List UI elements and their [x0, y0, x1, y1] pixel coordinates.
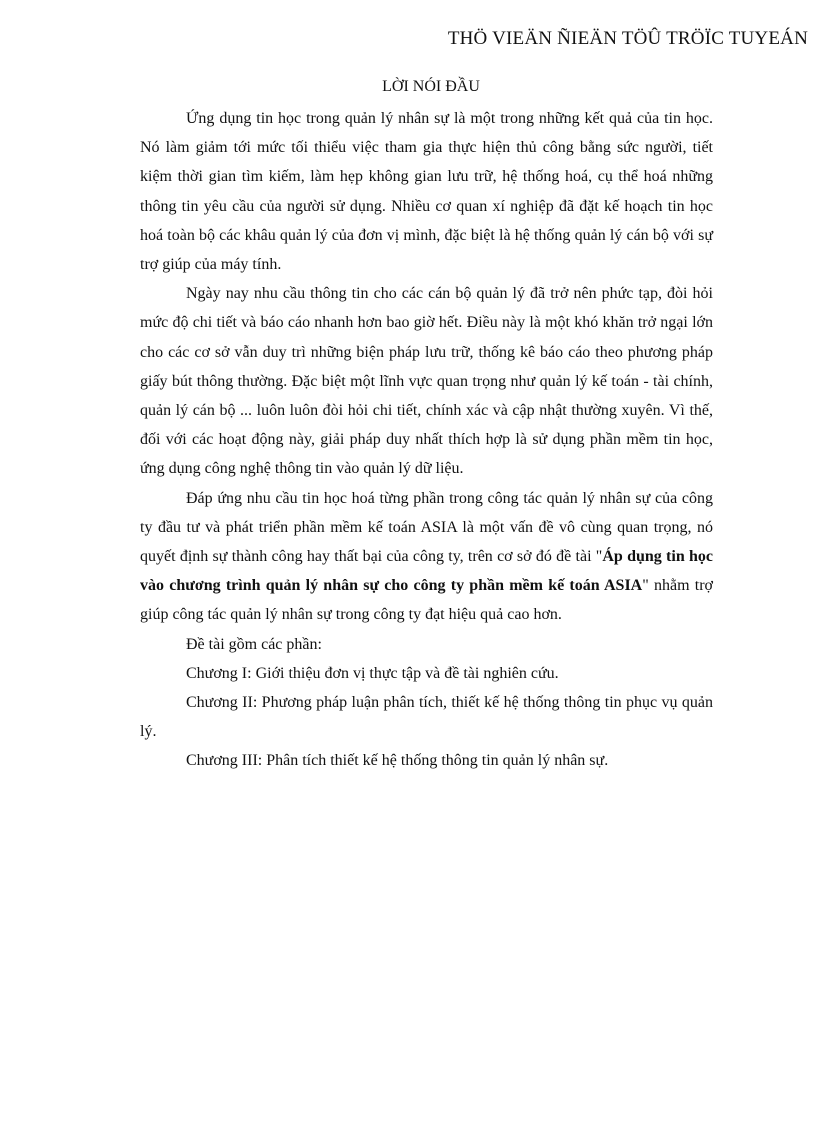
paragraph-2: Ngày nay nhu cầu thông tin cho các cán bộ quản lý đã trở nên phức tạp, đòi hỏi mức độ chi tiết và báo cáo nhanh hơn bao giờ hết. Điều này là một khó khăn trở ngại lớn cho các cơ sở vẫn duy trì những biện pháp lưu trữ, thống kê báo cáo theo phương pháp giấy bút thông thường. Đặc biệt một lĩnh vực quan trọng như quản lý kế toán - tài chính, quản lý cán bộ ... luôn luôn đòi hỏi chi tiết, chính xác và cập nhật thường xuyên. Vì thế, đối với các hoạt động này, giải pháp duy nhất thích hợp là sử dụng phần mềm tin học, ứng dụng công nghệ thông tin vào quản lý dữ liệu.: [140, 285, 713, 478]
chapter-3: Chương III: Phân tích thiết kế hệ thống thông tin quản lý nhân sự.: [186, 752, 609, 770]
paragraph-3: [140, 484, 713, 630]
chapter-2: Chương II: Phương pháp luận phân tích, thiết kế hệ thống thông tin phục vụ quản lý.: [140, 694, 713, 741]
paragraph-3-text-end: " nhằm trợ giúp công tác quản lý nhân sự trong công ty đạt hiệu quả cao hơn.: [140, 577, 713, 624]
paragraph-3-text-start: Đáp ứng nhu cầu tin học hoá từng phần trong công tác quản lý nhân sự của công ty đầu tư và phát triển phần mềm kế toán ASIA là một vấn đề vô cùng quan trọng, nó quyết định sự thành công hay thất bại của công ty, trên cơ sở đó đề tài ": [140, 489, 713, 566]
page-header: THÖ VIEÄN ÑIEÄN TÖÛ TRÖÏC TUYEÁN: [447, 28, 808, 49]
document-title: LỜI NÓI ĐẦU: [382, 78, 480, 95]
document-body: [140, 104, 713, 776]
paragraph-1: Ứng dụng tin học trong quản lý nhân sự là một trong những kết quả của tin học. Nó làm giảm tới mức tối thiểu việc tham gia thực hiện thủ công bằng sức người, tiết kiệm thời gian tìm kiếm, làm hẹp không gian lưu trữ, hệ thống hoá, cụ thể hoá những thông tin yêu cầu của người sử dụng. Nhiều cơ quan xí nghiệp đã đặt kế hoạch tin học hoá toàn bộ các khâu quản lý của đơn vị mình, đặc biệt là hệ thống quản lý cán bộ với sự trợ giúp của máy tính.: [140, 110, 713, 274]
sections-intro: Đề tài gồm các phần:: [186, 635, 322, 653]
chapter-1: Chương I: Giới thiệu đơn vị thực tập và đề tài nghiên cứu.: [186, 664, 559, 682]
project-title-bold: Áp dụng tin học vào chương trình quản lý nhân sự cho công ty phần mềm kế toán ASIA: [140, 548, 713, 595]
